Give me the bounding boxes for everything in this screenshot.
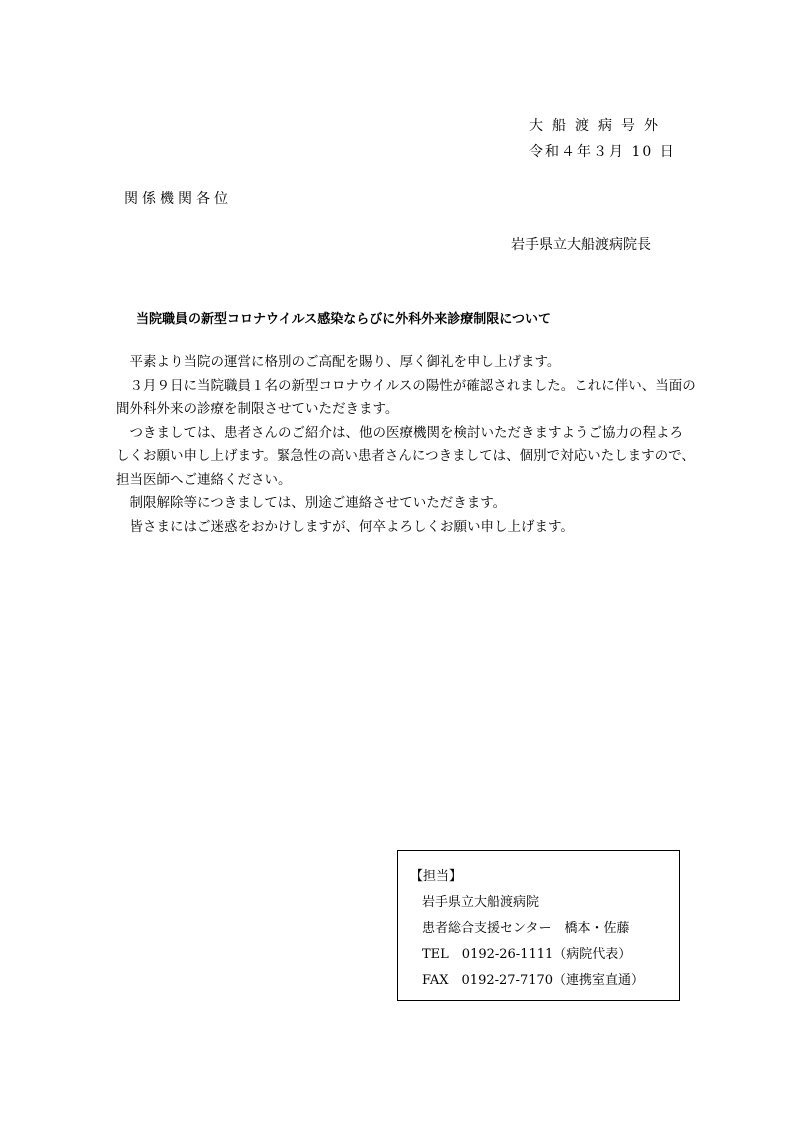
document-number: 大船渡病号外 xyxy=(529,118,667,134)
sender: 岩手県立大船渡病院長 xyxy=(511,237,651,253)
paragraph: ３月９日に当院職員１名の新型コロナウイルスの陽性が確認されました。これに伴い、当面の間外科外来の診療を制限させていただきます。 xyxy=(116,377,696,417)
paragraph: 制限解除等につきましては、別途ご連絡させていただきます。 xyxy=(129,495,507,511)
contact-heading: 【担当】 xyxy=(410,869,463,884)
contact-department: 患者総合支援センター 橋本・佐藤 xyxy=(422,921,630,936)
paragraph: 皆さまにはご迷惑をおかけしますが、何卒よろしくお願い申し上げます。 xyxy=(129,518,574,535)
contact-tel: TEL 0192-26-1111（病院代表） xyxy=(422,947,632,962)
contact-hospital: 岩手県立大船渡病院 xyxy=(422,895,540,910)
document-date: 令和４年３月 10 日 xyxy=(529,144,676,160)
paragraph: つきましては、患者さんのご紹介は、他の医療機関を検討いただきますようご協力の程よろしくお願い申し上げます。緊急性の高い患者さんにつきましては、個別で対応いたしますので、担当医師へご連絡ください。 xyxy=(116,424,695,488)
paragraph: 平素より当院の運営に格別のご高配を賜り、厚く御礼を申し上げます。 xyxy=(129,354,561,370)
contact-box xyxy=(397,850,680,1001)
contact-fax: FAX 0192-27-7170（連携室直通） xyxy=(422,973,645,988)
subject-title: 当院職員の新型コロナウイルス感染ならびに外科外来診療制限について xyxy=(136,312,551,327)
recipient: 関係機関各位 xyxy=(124,191,232,207)
body-text xyxy=(116,351,696,539)
